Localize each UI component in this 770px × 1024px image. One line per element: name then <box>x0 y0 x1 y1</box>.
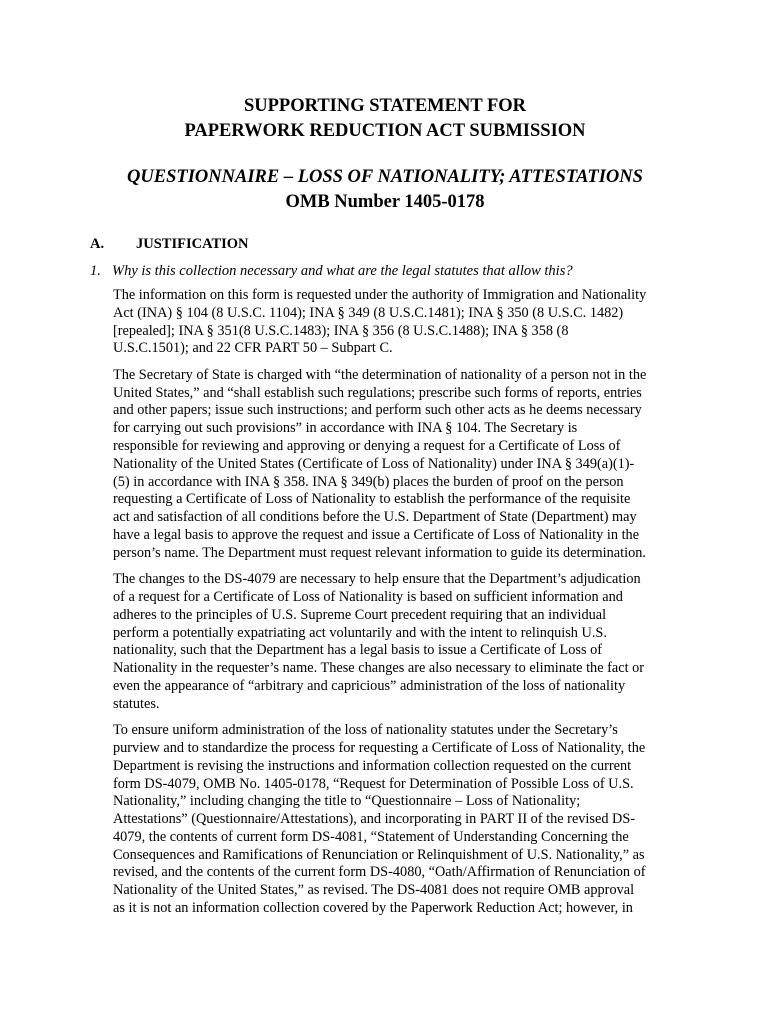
text-line: adheres to the principles of U.S. Supreme Court precedent requiring that an individual <box>113 606 607 623</box>
text-line: [repealed]; INA § 351(8 U.S.C.1483); INA § 356 (8 U.S.C.1488); INA § 358 (8 <box>113 322 569 339</box>
text-line: Department is revising the instructions and information collection requested on the current <box>113 757 632 774</box>
document-subtitle <box>0 165 770 215</box>
omb-number: OMB Number 1405-0178 <box>285 192 485 212</box>
text-line: even the appearance of “arbitrary and capricious” administration of the loss of nationality <box>113 677 626 694</box>
text-line: To ensure uniform administration of the loss of nationality statutes under the Secretary’s <box>113 722 618 739</box>
text-line: requesting a Certificate of Loss of Nationality to establish the performance of the requisite <box>113 491 631 508</box>
text-line: and other papers; issue such instructions; and perform such other acts as he deems necessary <box>113 402 642 419</box>
text-line: The information on this form is requested under the authority of Immigration and Nationality <box>113 287 647 303</box>
text-line: person’s name. The Department must request relevant information to guide its determination. <box>113 544 646 561</box>
paragraph <box>113 287 679 358</box>
paragraph <box>113 571 679 713</box>
text-line: Consequences and Ramifications of Renunciation or Relinquishment of U.S. Nationality,” as <box>113 846 645 863</box>
text-line: Nationality of the United States,” as revised. The DS-4081 does not require OMB approval <box>113 882 635 899</box>
document-title <box>0 94 770 144</box>
text-line: Nationality of the United States (Certificate of Loss of Nationality) under INA § 349(a)(1)- <box>113 455 635 472</box>
text-line: Act (INA) § 104 (8 U.S.C. 1104); INA § 349 (8 U.S.C.1481); INA § 350 (8 U.S.C. 1482) <box>113 304 624 321</box>
text-line: statutes. <box>113 695 160 712</box>
paragraph <box>113 367 679 563</box>
text-line: U.S.C.1501); and 22 CFR PART 50 – Subpart C. <box>113 340 393 357</box>
text-line: nationality, such that the Department has a legal basis to issue a Certificate of Loss of <box>113 642 602 659</box>
text-line: revised, and the contents of the current form DS-4080, “Oath/Affirmation of Renunciation of <box>113 864 646 881</box>
section-heading <box>90 235 249 254</box>
question-number: 1. <box>90 263 101 279</box>
text-line: act and satisfaction of all conditions before the U.S. Department of State (Department) may <box>113 509 637 526</box>
text-line: The changes to the DS-4079 are necessary to help ensure that the Department’s adjudication <box>113 571 641 588</box>
text-line: (5) in accordance with INA § 358. INA § 349(b) places the burden of proof on the person <box>113 473 624 490</box>
body-text <box>113 287 679 926</box>
text-line: form DS-4079, OMB No. 1405-0178, “Request for Determination of Possible Loss of U.S. <box>113 775 634 792</box>
text-line: for carrying out such provisions” in accordance with INA § 104. The Secretary is <box>113 420 578 437</box>
title-line-2: PAPERWORK REDUCTION ACT SUBMISSION <box>184 121 586 141</box>
text-line: purview and to standardize the process for requesting a Certificate of Loss of Nationality, the <box>113 739 646 756</box>
text-line: Attestations” (Questionnaire/Attestations), and incorporating in PART II of the revised DS- <box>113 811 636 828</box>
text-line: 4079, the contents of current form DS-4081, “Statement of Understanding Concerning the <box>113 828 629 845</box>
question-text: Why is this collection necessary and what are the legal statutes that allow this? <box>112 263 573 279</box>
section-letter: A. <box>90 236 105 252</box>
section-title: JUSTIFICATION <box>136 236 249 252</box>
text-line: Nationality in the requester’s name. These changes are also necessary to eliminate the fact or <box>113 660 645 677</box>
text-line: have a legal basis to approve the request and issue a Certificate of Loss of Nationality in the <box>113 526 640 543</box>
question-1 <box>90 262 710 281</box>
text-line: as it is not an information collection covered by the Paperwork Reduction Act; however, in <box>113 900 633 917</box>
text-line: of a request for a Certificate of Loss of Nationality is based on sufficient information and <box>113 588 623 605</box>
text-line: Nationality,” including changing the title to “Questionnaire – Loss of Nationality; <box>113 793 581 810</box>
text-line: The Secretary of State is charged with “the determination of nationality of a person not in the <box>113 366 647 383</box>
text-line: responsible for reviewing and approving or denying a request for a Certificate of Loss of <box>113 437 621 454</box>
text-line: United States,” and “shall establish such regulations; prescribe such forms of reports, entries <box>113 384 642 401</box>
title-line-1: SUPPORTING STATEMENT FOR <box>243 96 527 116</box>
paragraph <box>113 722 679 918</box>
text-line: perform a potentially expatriating act voluntarily and with the intent to relinquish U.S. <box>113 624 607 641</box>
form-name: QUESTIONNAIRE – LOSS OF NATIONALITY; ATTESTATIONS <box>127 167 643 187</box>
